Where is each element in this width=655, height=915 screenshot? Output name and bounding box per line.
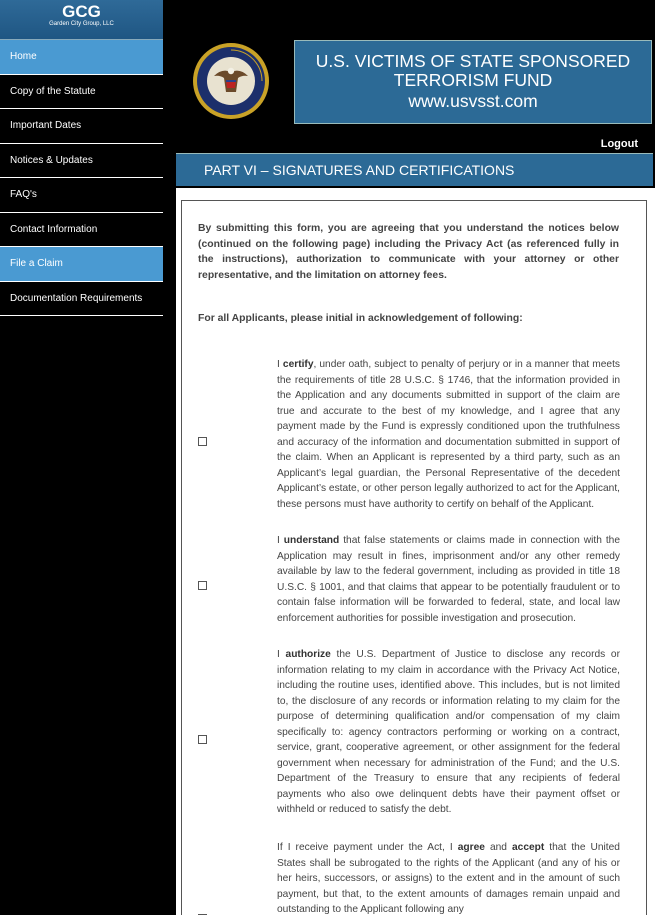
banner-title-line2: TERRORISM FUND xyxy=(393,70,553,90)
initial-checkbox-certify[interactable] xyxy=(198,437,207,446)
logo-subtitle: Garden City Group, LLC xyxy=(49,21,114,27)
department-of-justice-seal-icon xyxy=(192,42,270,120)
form-panel xyxy=(176,188,655,915)
nav-notices-updates[interactable]: Notices & Updates xyxy=(0,144,163,179)
logout-link[interactable]: Logout xyxy=(600,138,638,150)
certifications-box xyxy=(181,200,647,915)
sidebar xyxy=(0,0,163,915)
cert-text-certify: I certify, under oath, subject to penalty of perjury or in a manner that meets the requirements of title 28 U.S.C. § 1746, that the information provided in the Application and any documents submitted in support of the claim are true and accurate to the best of my knowledge, and I agree that any payment made by the Fund is expressly conditioned upon the truthfulness and accuracy of the information and documentation submitted in support of the claim. When an Applicant is represented by a third party, such as an Applicant’s legal guardian, the Personal Representative of the decedent Applicant’s estate, or other person legally authorized to act for the Applicant, these persons must have authority to certify on behalf of the Applicant. xyxy=(277,359,621,510)
banner-title-line1: U.S. VICTIMS OF STATE SPONSORED xyxy=(315,51,631,71)
initial-checkbox-authorize[interactable] xyxy=(198,735,207,744)
cert-text-authorize: I authorize the U.S. Department of Justice to disclose any records or information relating to my claim in accordance with the Privacy Act Notice, including the routine uses, identified above. This includes, but is not limited to, the disclosure of any records or information relating to my claim for the purpose of determining qualification and/or compensation of my claim specifically to: agency contractors performing or working on a contract, service, grant, cooperative agreement, or other assignment for the federal government when necessary for administration of the Fund; and the U.S. Department of the Treasury to ensure that any recipients of federal payments who also owe delinquent debts have their payment offset or withheld or reduced to satisfy the debt. xyxy=(277,649,620,815)
nav-home[interactable]: Home xyxy=(0,40,163,75)
page-title: PART VI – SIGNATURES AND CERTIFICATIONS xyxy=(176,153,653,186)
nav-file-a-claim[interactable]: File a Claim xyxy=(0,247,163,282)
nav-copy-of-statute[interactable]: Copy of the Statute xyxy=(0,75,163,110)
cert-text-agree-accept: If I receive payment under the Act, I agree and accept that the United States shall be subrogated to the rights of the Applicant (and any of his or her heirs, successors, or assigns) to the extent and in the amount of such payment, but that, to the extent amounts of damages remain unpaid and outstanding to the Applicant following any xyxy=(277,842,620,915)
for-all-applicants-label: For all Applicants, please initial in acknowledgement of following: xyxy=(198,313,523,324)
gcg-logo[interactable] xyxy=(0,0,163,40)
logo-mark: GCG xyxy=(62,2,101,21)
intro-text: By submitting this form, you are agreeing that you understand the notices below (continued on the following page) including the Privacy Act (as referenced fully in the instructions), authorization to communicate with your attorney or other representative, and the limitation on attorney fees. xyxy=(198,223,619,281)
nav-documentation-requirements[interactable]: Documentation Requirements xyxy=(0,282,163,317)
initial-checkbox-understand[interactable] xyxy=(198,581,207,590)
site-banner xyxy=(294,40,652,124)
nav-important-dates[interactable]: Important Dates xyxy=(0,109,163,144)
banner-url: www.usvsst.com xyxy=(408,91,538,111)
nav-faqs[interactable]: FAQ's xyxy=(0,178,163,213)
cert-text-understand: I understand that false statements or claims made in connection with the Application may result in fines, imprisonment and/or any other remedy available by law to the federal government, including as provided in title 18 U.S.C. § 1001, and that claims that appear to be potentially fraudulent or to contain false information will be forwarded to federal, state, and local law enforcement authorities for possible investigation and prosecution. xyxy=(277,535,620,624)
nav-contact-information[interactable]: Contact Information xyxy=(0,213,163,248)
